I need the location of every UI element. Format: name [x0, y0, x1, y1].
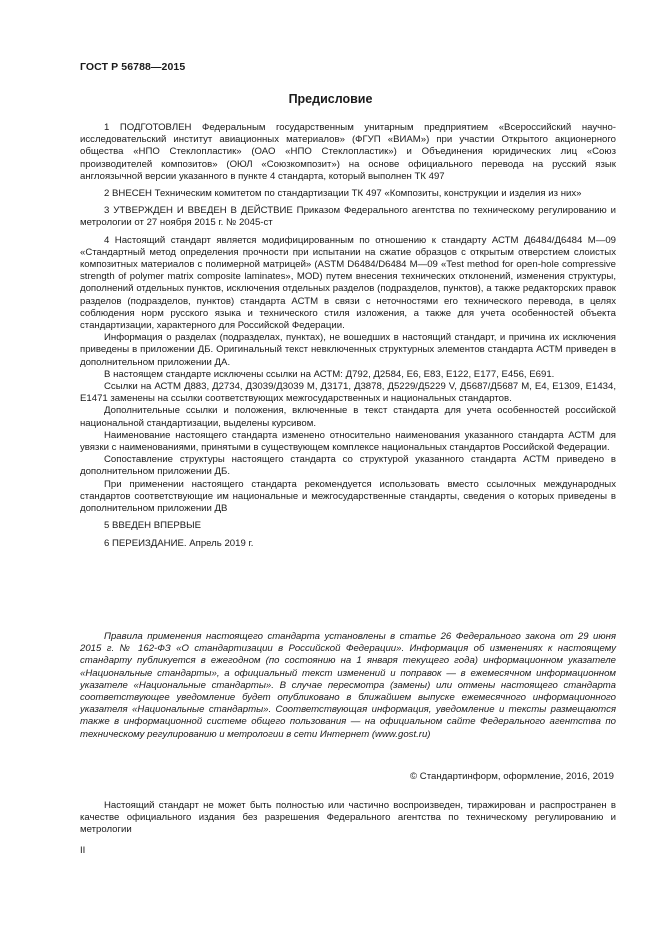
- reproduction-notice-text: Настоящий стандарт не может быть полностью или частично воспроизведен, тиражирован и распространен в качестве официального издания без разрешения Федерального агентства по техническому регулированию и метрологии: [80, 800, 616, 836]
- paragraph-4-excluded-sections: Информация о разделах (подразделах, пунктах), не вошедших в настоящий стандарт, и причина их исключения приведены в приложении ДБ. Оригинальный текст невключенных структурных элементов стандарта АСТМ приведен в дополнительном приложении ДА.: [80, 332, 616, 368]
- reproduction-notice: [80, 800, 616, 837]
- paragraph-4-references-recommendation: При применении настоящего стандарта рекомендуется использовать вместо ссылочных международных стандартов соответствующие им национальные и межгосударственные стандарты, сведения о которых приведены в дополнительном приложении ДВ: [80, 478, 616, 515]
- standard-code-header: ГОСТ Р 56788—2015: [80, 61, 186, 73]
- page-title: Предисловие: [288, 92, 373, 106]
- paragraph-4-italic-note: Дополнительные ссылки и положения, включенные в текст стандарта для учета особенностей российской национальной стандартизации, выделены курсивом.: [80, 405, 616, 429]
- paragraph-1: 1 ПОДГОТОВЛЕН Федеральным государственным унитарным предприятием «Всероссийский научно-исследовательский институт авиационных материалов» (ФГУП «ВИАМ») при участии Открытого акционерного общества «НПО Стеклопластик» (ОАО «НПО Стеклопластик») и Объединения юридических лиц «Союз производителей композитов» (ОЮЛ «Союзкомпозит») на основе официального перевода на русский язык англоязычной версии указанного в пункте 4 стандарта, который выполнен ТК 497: [80, 122, 616, 182]
- paragraph-4-excluded-refs: В настоящем стандарте исключены ссылки на АСТМ: Д792, Д2584, Е6, Е83, Е122, Е177, Е456, Е691.: [104, 368, 555, 380]
- paragraph-4-title-change: Наименование настоящего стандарта изменено относительно наименования указанного стандарта АСТМ для увязки с наименованиями, принятыми в существующем комплексе национальных стандартов Российской Федерации.: [80, 429, 616, 454]
- paragraph-4: 4 Настоящий стандарт является модифицированным по отношению к стандарту АСТМ Д6484/Д6484 М—09 «Стандартный метод определения прочности при испытании на сжатие образцов с открытым отверстием слоистых композитных материалов с полимерной матрицей» (ASTM D6484/D6484 M—09 «Test method for open-hole compressive strength of polymer matrix composite laminates», MOD) путем внесения технических отклонений, изменения структуры, дополнений отдельных пунктов, исключения отдельных разделов (подразделов, пунктов), а также редакторских правок разделов (подразделов, пунктов) стандарта АСТМ в связи с неточностями его технического перевода, в целях соблюдения норм русского языка и технического стиля изложения, а также для учета особенностей объекта стандартизации, характерного для Российской Федерации.: [80, 234, 616, 332]
- copyright-line: © Стандартинформ, оформление, 2016, 2019: [410, 771, 614, 782]
- paragraph-4-replaced-refs: Ссылки на АСТМ Д883, Д2734, Д3039/Д3039 М, Д3171, Д3878, Д5229/Д5229 V, Д5687/Д5687 М, Е4, Е1309, Е1434, Е1471 заменены на ссылки соответствующих межгосударственных и национальных стандартов.: [80, 381, 616, 405]
- paragraph-2: 2 ВНЕСЕН Техническим комитетом по стандартизации ТК 497 «Композиты, конструкции и изделия из них»: [104, 188, 582, 200]
- paragraph-4-structure-comparison: Сопоставление структуры настоящего стандарта со структурой указанного стандарта АСТМ приведено в дополнительном приложении ДБ.: [80, 454, 616, 478]
- paragraph-6: 6 ПЕРЕИЗДАНИЕ. Апрель 2019 г.: [104, 537, 254, 549]
- foreword-body: [80, 122, 616, 555]
- rules-notice-text: Правила применения настоящего стандарта установлены в статье 26 Федерального закона от 29 июня 2015 г. № 162-ФЗ «О стандартизации в Российской Федерации». Информация об изменениях к настоящему стандарту публикуется в ежегодном (по состоянию на 1 января текущего года) информационном указателе «Национальные стандарты», а официальный текст изменений и поправок — в ежемесячном информационном указателе «Национальные стандарты». В случае пересмотра (замены) или отмены настоящего стандарта соответствующее уведомление будет опубликовано в ближайшем выпуске ежемесячного информационного указателя «Национальные стандарты». Соответствующая информация, уведомление и тексты размещаются также в информационной системе общего пользования — на официальном сайте Федерального агентства по техническому регулированию и метрологии в сети Интернет (www.gost.ru): [80, 631, 616, 740]
- rules-notice: [80, 631, 616, 741]
- paragraph-3: 3 УТВЕРЖДЕН И ВВЕДЕН В ДЕЙСТВИЕ Приказом Федерального агентства по техническому регулированию и метрологии от 27 ноября 2015 г. № 2045-ст: [80, 205, 616, 229]
- page-number: II: [80, 845, 86, 856]
- paragraph-5: 5 ВВЕДЕН ВПЕРВЫЕ: [104, 520, 202, 532]
